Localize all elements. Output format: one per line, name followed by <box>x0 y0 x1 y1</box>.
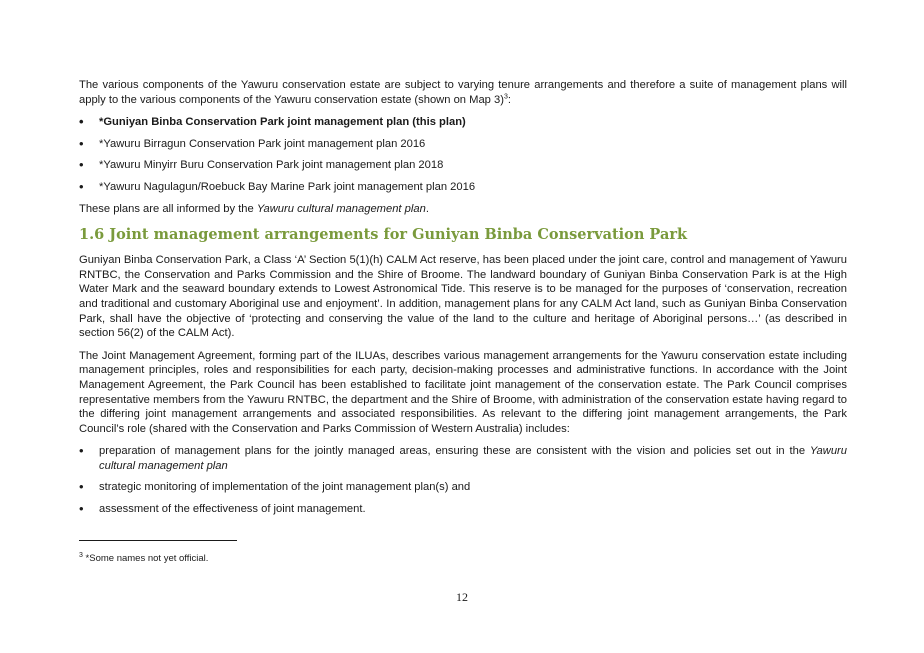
intro-text-end: : <box>507 93 511 106</box>
informed-paragraph <box>79 202 847 217</box>
intro-text: The various components of the Yawuru conservation estate are subject to varying tenure arrangements and therefore a suite of management plans will apply to the various components of the Yawuru conservation estate (shown on Map 3) <box>79 79 847 106</box>
section-heading: 1.6 Joint management arrangements for Guniyan Binba Conservation Park <box>79 226 688 244</box>
roles-list <box>79 444 847 516</box>
list-item <box>79 444 847 473</box>
informed-title: Yawuru cultural management plan <box>256 202 426 215</box>
informed-suffix: . <box>425 202 429 215</box>
footnote-ref: 3 <box>503 92 508 100</box>
role-title: Yawuru cultural management plan <box>99 445 847 472</box>
para-reserve: Guniyan Binba Conservation Park, a Class ‘A’ Section 5(1)(h) CALM Act reserve, has been placed under the joint care, control and management of Yawuru RNTBC, the Conservation and Parks Commission and the Shire of Broome. The landward boundary of Guniyan Binba Conservation Park is at the High Water Mark and the seaward boundary extends to Lowest Astronomical Tide. This reserve is to be managed for the purposes of ‘conservation, recreation and traditional and customary Aboriginal use and enjoyment’. In addition, management plans for any CALM Act land, such as Guniyan Binba Conservation Park, shall have the objective of ‘protecting and conserving the value of the land to the culture and heritage of Aboriginal persons…’ (as described in section 56(2) of the CALM Act). <box>79 254 847 340</box>
list-item: • assessment of the effectiveness of joint management. <box>79 502 847 517</box>
list-item: • strategic monitoring of implementation of the joint management plan(s) and <box>79 480 847 495</box>
footnote-marker: 3 <box>79 551 83 559</box>
role-text: preparation of management plans for the jointly managed areas, ensuring these are consistent with the vision and policies set out in the <box>99 445 810 458</box>
informed-prefix: These plans are all informed by the <box>79 202 257 215</box>
page-number: 12 <box>456 590 468 604</box>
main-content <box>79 78 847 524</box>
plans-list <box>79 115 847 194</box>
footnote-divider <box>79 540 237 541</box>
list-item: • *Yawuru Nagulagun/Roebuck Bay Marine Park joint management plan 2016 <box>79 180 847 195</box>
list-item: • *Yawuru Minyirr Buru Conservation Park joint management plan 2018 <box>79 158 847 173</box>
list-item: • *Yawuru Birragun Conservation Park joint management plan 2016 <box>79 137 847 152</box>
para-agreement: The Joint Management Agreement, forming part of the ILUAs, describes various management arrangements for the Yawuru conservation estate including management principles, roles and responsibilities for each party, decision-making processes and administrative functions. In accordance with the Joint Management Agreement, the Park Council has been established to facilitate joint management of the conservation estate. The Park Council comprises representative members from the Yawuru RNTBC, the department and the Shire of Broome, with administration of the conservation estate having regard to the differing joint management arrangements and associated responsibilities. As relevant to the differing joint management arrangements, the Park Council’s role (shared with the Conservation and Parks Commission of Western Australia) includes: <box>79 349 847 435</box>
list-item: • *Guniyan Binba Conservation Park joint management plan (this plan) <box>79 115 847 130</box>
intro-paragraph <box>79 78 847 107</box>
footnote-text: *Some names not yet official. <box>85 553 209 564</box>
footnote <box>79 553 208 565</box>
